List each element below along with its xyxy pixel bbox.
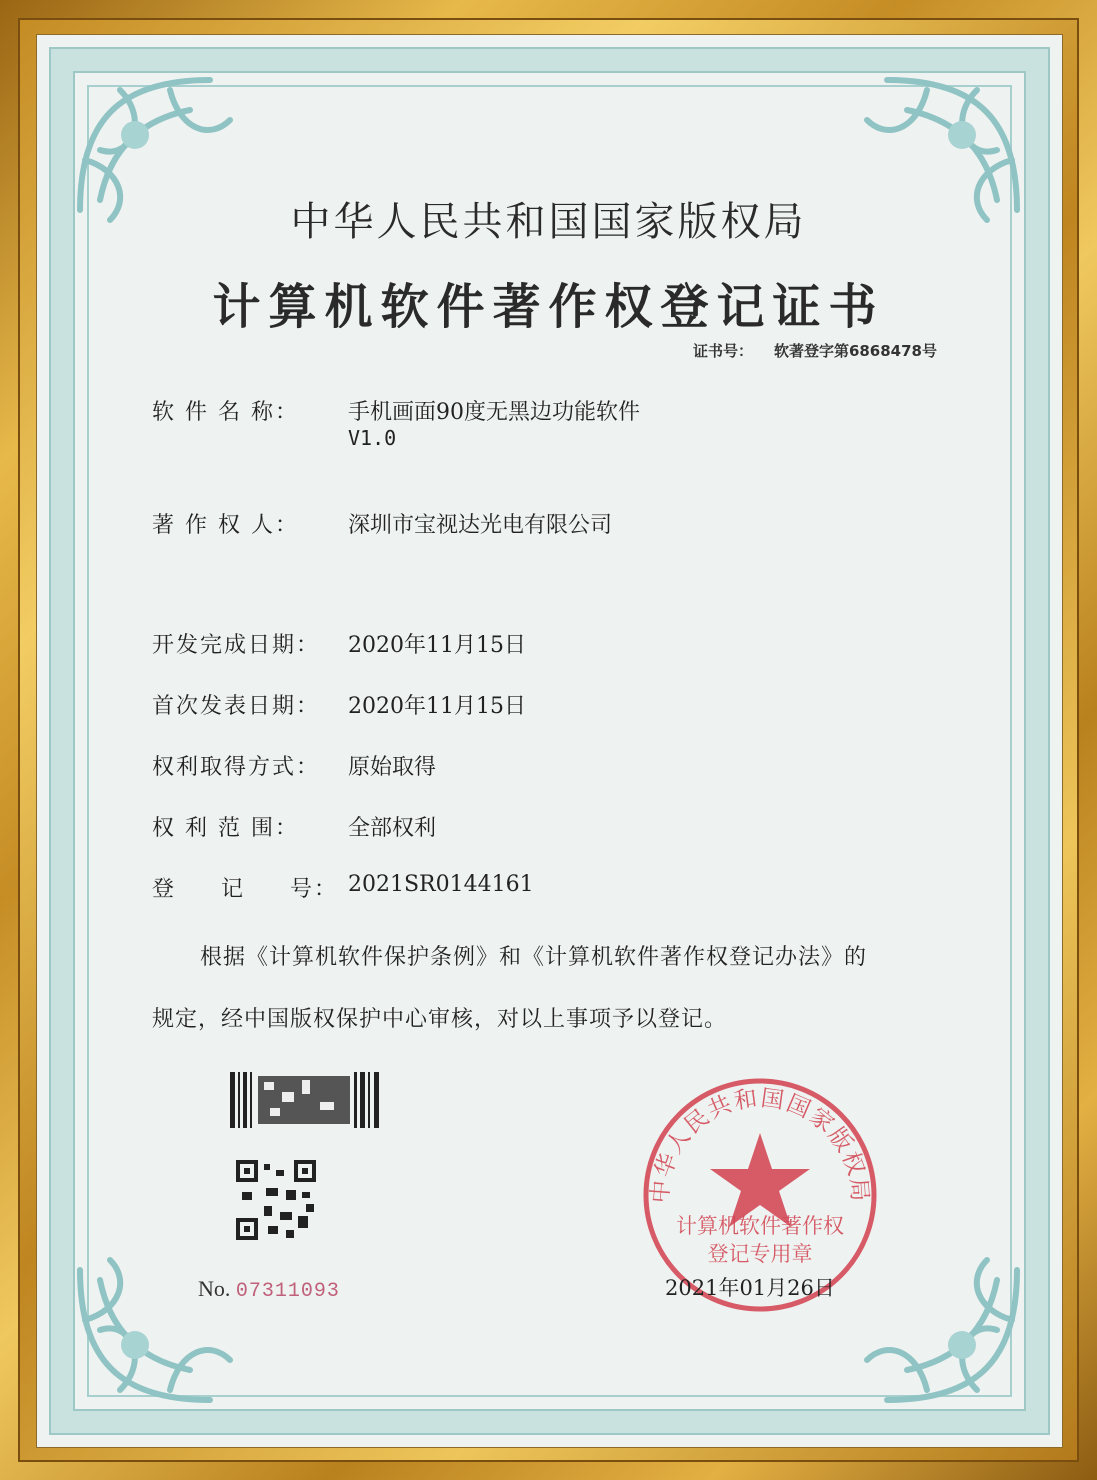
field-acquire (152, 750, 436, 781)
qr-code-icon (236, 1160, 316, 1240)
certificate-title: 计算机软件著作权登记证书 (212, 279, 885, 335)
issue-date: 2021年01月26日 (665, 1276, 835, 1300)
acquire-value: 原始取得 (348, 755, 437, 780)
field-software-name (152, 395, 640, 451)
seal-arc-text: 中华人民共和国国家版权局 (647, 1085, 873, 1205)
serial-number-label: No. (198, 1276, 231, 1301)
certificate-number (693, 340, 937, 361)
field-label: 首次发表日期： (152, 694, 321, 719)
field-label: 著 作 权 人： (152, 513, 299, 538)
statement-line-2: 规定，经中国版权保护中心审核，对以上事项予以登记。 (152, 1007, 728, 1032)
field-dev-date (152, 628, 526, 659)
owner-value: 深圳市宝视达光电有限公司 (348, 513, 613, 538)
field-label: 权利取得方式： (152, 755, 321, 780)
field-scope (152, 811, 436, 842)
barcode-icon (230, 1072, 380, 1128)
pub-date-value: 2020年11月15日 (348, 694, 526, 719)
field-label: 登 记 号： (152, 877, 338, 902)
certificate-number-value: 软著登字第6868478号 (773, 342, 937, 360)
field-label: 开发完成日期： (152, 633, 321, 658)
reg-no-value: 2021SR0144161 (348, 872, 534, 897)
dev-date-value: 2020年11月15日 (348, 633, 526, 658)
serial-number-value: 07311093 (235, 1280, 340, 1303)
seal-text-line-2: 登记专用章 (707, 1242, 813, 1266)
statement-line-1: 根据《计算机软件保护条例》和《计算机软件著作权登记办法》的 (200, 945, 868, 970)
field-owner (152, 508, 612, 539)
software-version-value: V1.0 (348, 426, 397, 450)
authority-title: 中华人民共和国国家版权局 (290, 199, 807, 245)
software-name-value: 手机画面90度无黑边功能软件 (348, 400, 640, 425)
field-pub-date (152, 689, 526, 720)
certificate-number-label: 证书号： (693, 342, 754, 360)
scope-value: 全部权利 (348, 816, 437, 841)
serial-number (198, 1276, 340, 1303)
field-reg-no (152, 872, 534, 903)
field-label: 软 件 名 称： (152, 400, 299, 425)
field-label: 权 利 范 围： (152, 816, 299, 841)
seal-text-line-1: 计算机软件著作权 (676, 1214, 844, 1238)
